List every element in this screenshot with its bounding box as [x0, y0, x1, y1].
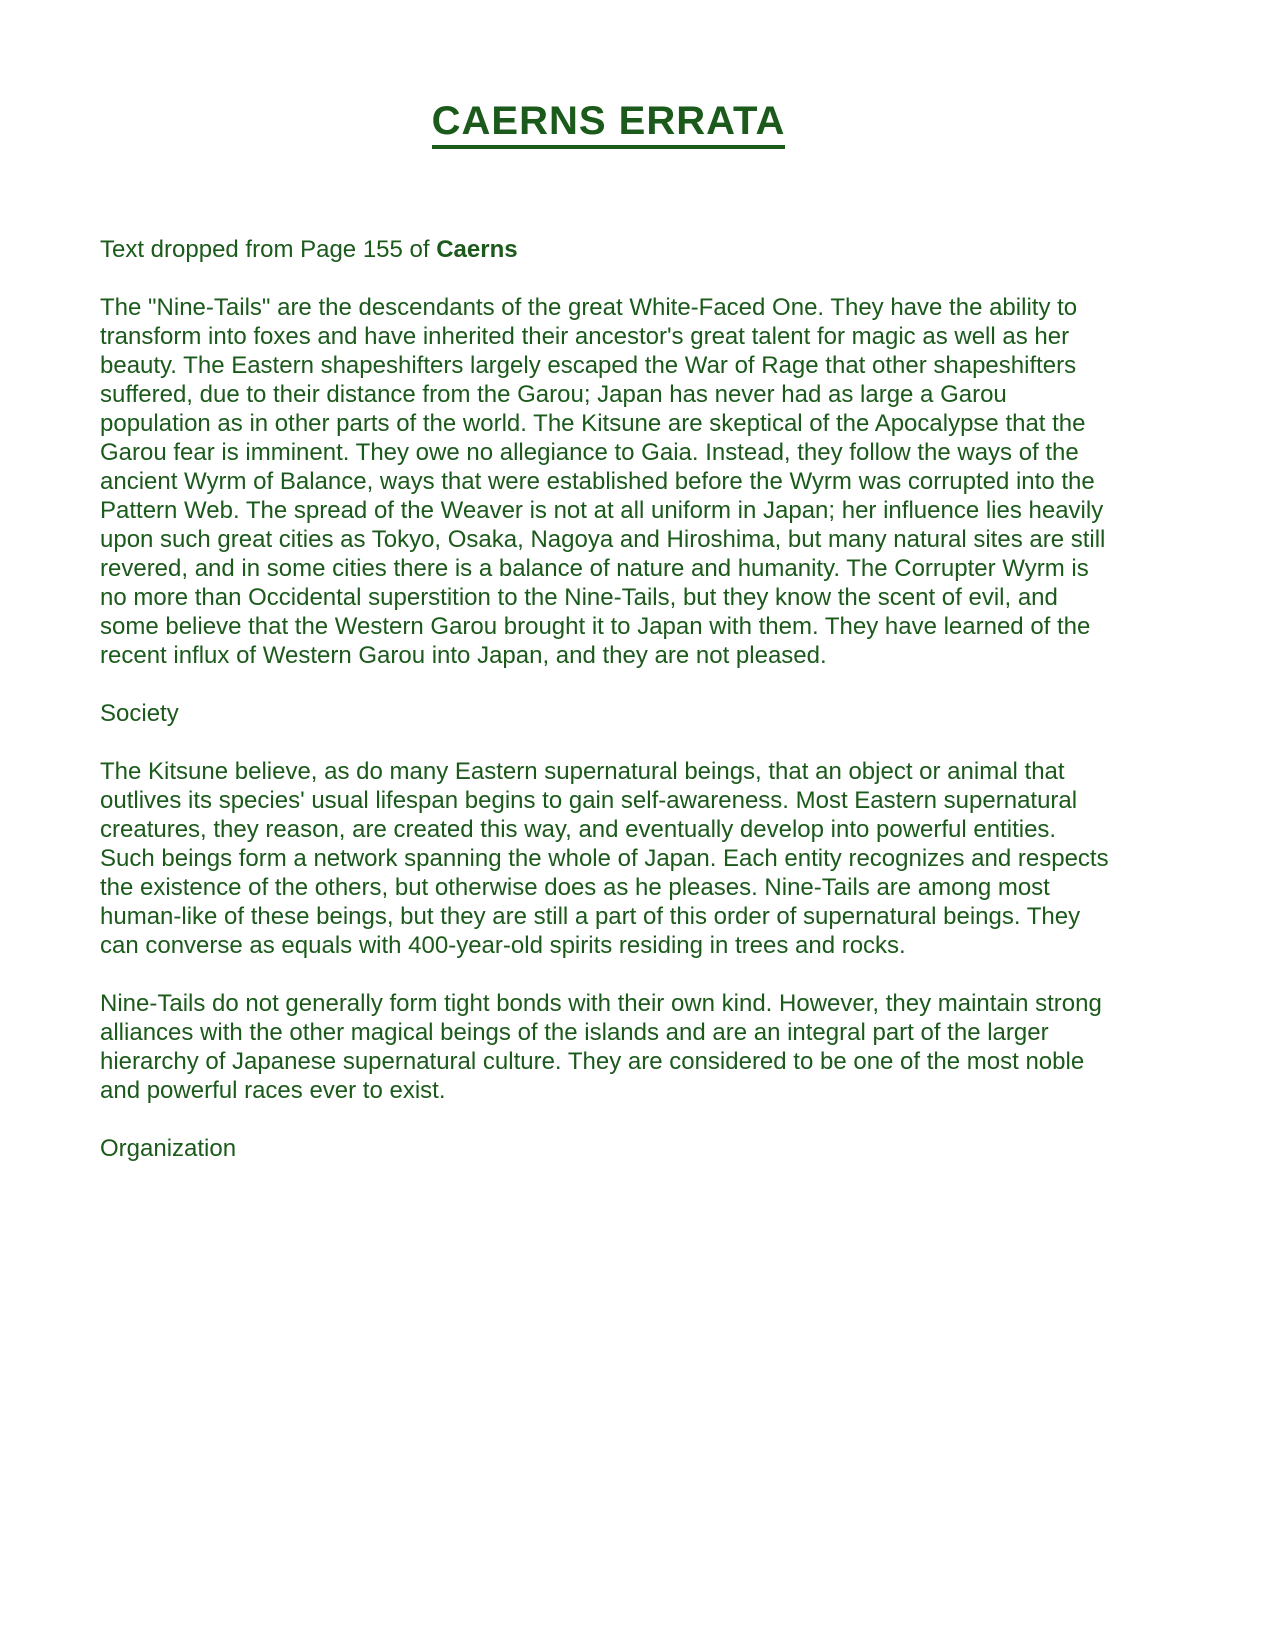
paragraph-kitsune-beliefs: The Kitsune believe, as do many Eastern supernatural beings, that an object or animal that outlives its species' usual lifespan begins to gain self-awareness. Most Eastern supernatural creatures, they reason, are created this way, and eventually develop into powerful entities. Such beings form a network spanning the whole of Japan. Each entity recognizes and respects the existence of the others, but otherwise does as he pleases. Nine-Tails are among most human-like of these beings, but they are still a part of this order of supernatural beings. They can converse as equals with 400-year-old spirits residing in trees and rocks.: [100, 758, 1109, 959]
book-title: Caerns: [436, 236, 518, 263]
intro-line: [100, 235, 1117, 264]
section-heading-society: Society: [100, 700, 179, 727]
section-heading-organization: Organization: [100, 1135, 237, 1162]
paragraph-nine-tails-bonds: Nine-Tails do not generally form tight bonds with their own kind. However, they maintain strong alliances with the other magical beings of the islands and are an integral part of the larger hierarchy of Japanese supernatural culture. They are considered to be one of the most noble and powerful races ever to exist.: [100, 990, 1102, 1104]
page-title: [100, 100, 1117, 149]
intro-line-text: Text dropped from Page 155 of: [100, 236, 437, 263]
page-title-text: CAERNS ERRATA: [432, 100, 786, 149]
paragraph-nine-tails-overview: The "Nine-Tails" are the descendants of the great White-Faced One. They have the ability to transform into foxes and have inherited their ancestor's great talent for magic as well as her beauty. The Eastern shapeshifters largely escaped the War of Rage that other shapeshifters suffered, due to their distance from the Garou; Japan has never had as large a Garou population as in other parts of the world. The Kitsune are skeptical of the Apocalypse that the Garou fear is imminent. They owe no allegiance to Gaia. Instead, they follow the ways of the ancient Wyrm of Balance, ways that were established before the Wyrm was corrupted into the Pattern Web. The spread of the Weaver is not at all uniform in Japan; her influence lies heavily upon such great cities as Tokyo, Osaka, Nagoya and Hiroshima, but many natural sites are still revered, and in some cities there is a balance of nature and humanity. The Corrupter Wyrm is no more than Occidental superstition to the Nine-Tails, but they know the scent of evil, and some believe that the Western Garou brought it to Japan with them. They have learned of the recent influx of Western Garou into Japan, and they are not pleased.: [100, 294, 1106, 669]
